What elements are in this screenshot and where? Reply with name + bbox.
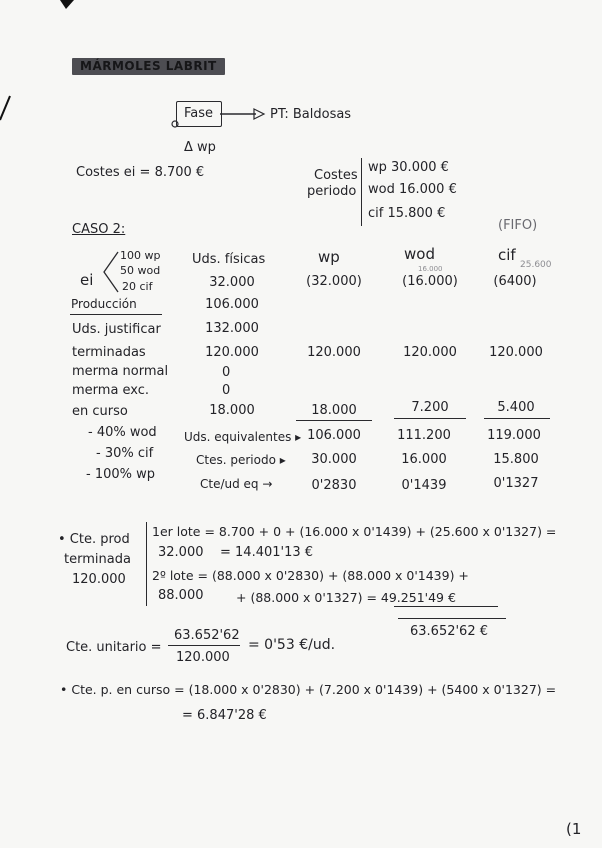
prod-total-line <box>398 618 506 619</box>
header-cif: cif <box>498 246 516 264</box>
header-wod-note: 16.000 <box>418 265 443 273</box>
unit-cif: 0'1327 <box>493 476 539 491</box>
unit-label: Cte/ud eq → <box>200 477 273 491</box>
eq-wp: 106.000 <box>307 428 361 443</box>
prod-label-3: 120.000 <box>72 572 126 587</box>
period-wp: 30.000 <box>311 452 357 467</box>
costes-periodo-cif: cif 15.800 € <box>368 206 446 221</box>
costes-periodo-label-2: periodo <box>307 184 357 199</box>
wod-sum-line <box>394 418 466 419</box>
period-cif: 15.800 <box>493 452 539 467</box>
header-wod: wod <box>404 245 435 263</box>
fis-justificar: 132.000 <box>205 321 259 336</box>
unit-wp: 0'2830 <box>311 478 357 493</box>
fase-destination: PT: Baldosas <box>270 107 352 122</box>
corner-mark-top <box>60 0 80 12</box>
eq-label: Uds. equivalentes ▸ <box>184 430 302 444</box>
costes-periodo-label-1: Costes <box>314 168 358 183</box>
prod-lote2-qty: 88.000 <box>158 588 204 603</box>
costes-periodo-wod: wod 16.000 € <box>368 182 457 197</box>
corner-mark-left <box>0 92 14 122</box>
ei-wp: (32.000) <box>306 274 362 289</box>
row-label-merma-exc: merma exc. <box>72 383 150 398</box>
fis-merma-exc: 0 <box>222 383 231 398</box>
page-number: (1 <box>566 820 582 838</box>
prod-bracket <box>146 522 147 606</box>
costes-periodo-bracket <box>361 158 362 226</box>
period-label: Ctes. periodo ▸ <box>196 453 286 467</box>
prod-lote1: 1er lote = 8.700 + 0 + (16.000 x 0'1439) + (25.600 x 0'1327) = <box>152 524 557 539</box>
fifo-label: (FIFO) <box>498 218 538 233</box>
row-label-merma-normal: merma normal <box>72 364 169 379</box>
eq-cif: 119.000 <box>487 428 541 443</box>
prod-label-1: • Cte. prod <box>58 532 130 547</box>
ei-cif: (6400) <box>493 274 537 289</box>
costes-periodo-wp: wp 30.000 € <box>368 160 449 175</box>
fis-terminadas: 120.000 <box>205 345 259 360</box>
unitario-label: Cte. unitario = <box>66 640 162 655</box>
ei-item-cif: 20 cif <box>122 280 153 293</box>
prod-lote1-result: = 14.401'13 € <box>220 545 314 560</box>
fase-dot <box>171 120 181 130</box>
curso-note-wod: - 40% wod <box>88 425 157 440</box>
fis-en-curso: 18.000 <box>209 403 255 418</box>
produccion-underline <box>70 314 162 315</box>
ei-brace <box>100 250 120 294</box>
costes-ei: Costes ei = 8.700 € <box>76 165 205 180</box>
row-label-produccion: Producción <box>71 297 137 311</box>
row-label-en-curso: en curso <box>72 404 128 419</box>
ei-wod: (16.000) <box>402 274 458 289</box>
cif-sum-line <box>484 418 550 419</box>
prod-sum-line <box>394 606 498 607</box>
period-wod: 16.000 <box>401 452 447 467</box>
cif-en-curso: 5.400 <box>497 400 535 415</box>
wp-terminadas: 120.000 <box>307 345 361 360</box>
prod-total: 63.652'62 € <box>410 624 489 639</box>
header-cif-note: 25.600 <box>520 260 552 270</box>
row-label-justificar: Uds. justificar <box>72 322 161 337</box>
unit-wod: 0'1439 <box>401 478 447 493</box>
unitario-numerator: 63.652'62 <box>174 628 240 643</box>
prod-lote1-qty: 32.000 <box>158 545 204 560</box>
curso-result: = 6.847'28 € <box>182 708 267 723</box>
header-uds-fisicas: Uds. físicas <box>192 252 266 267</box>
wod-terminadas: 120.000 <box>403 345 457 360</box>
curso-line: • Cte. p. en curso = (18.000 x 0'2830) + (7.200 x 0'1439) + (5400 x 0'1327) = <box>60 682 557 697</box>
fis-merma-normal: 0 <box>222 365 231 380</box>
eq-wod: 111.200 <box>397 428 451 443</box>
fase-label: Fase <box>184 106 214 121</box>
wod-en-curso: 7.200 <box>411 400 449 415</box>
wp-sum-line <box>296 420 372 421</box>
unitario-denominator: 120.000 <box>176 650 230 665</box>
wp-en-curso: 18.000 <box>311 403 357 418</box>
curso-note-wp: - 100% wp <box>86 467 156 482</box>
delta-wp: Δ wp <box>184 140 216 155</box>
prod-label-2: terminada <box>64 552 131 567</box>
row-label-terminadas: terminadas <box>72 345 146 360</box>
prod-lote2-cont: + (88.000 x 0'1327) = 49.251'49 € <box>236 590 456 605</box>
fase-arrow <box>220 108 268 120</box>
prod-lote2: 2º lote = (88.000 x 0'2830) + (88.000 x 0'1439) + <box>152 568 469 583</box>
fis-produccion: 106.000 <box>205 297 259 312</box>
curso-note-cif: - 30% cif <box>96 446 154 461</box>
cif-terminadas: 120.000 <box>489 345 543 360</box>
ei-item-wp: 100 wp <box>120 249 161 262</box>
company-heading: MÁRMOLES LABRIT <box>72 58 225 75</box>
unitario-fraction-bar <box>168 645 240 646</box>
caso-heading: CASO 2: <box>72 222 126 237</box>
unitario-result: = 0'53 €/ud. <box>248 637 336 653</box>
ei-item-wod: 50 wod <box>120 264 161 277</box>
ei-label: ei <box>80 271 94 289</box>
ei-fisicas: 32.000 <box>209 275 255 290</box>
header-wp: wp <box>318 248 340 266</box>
